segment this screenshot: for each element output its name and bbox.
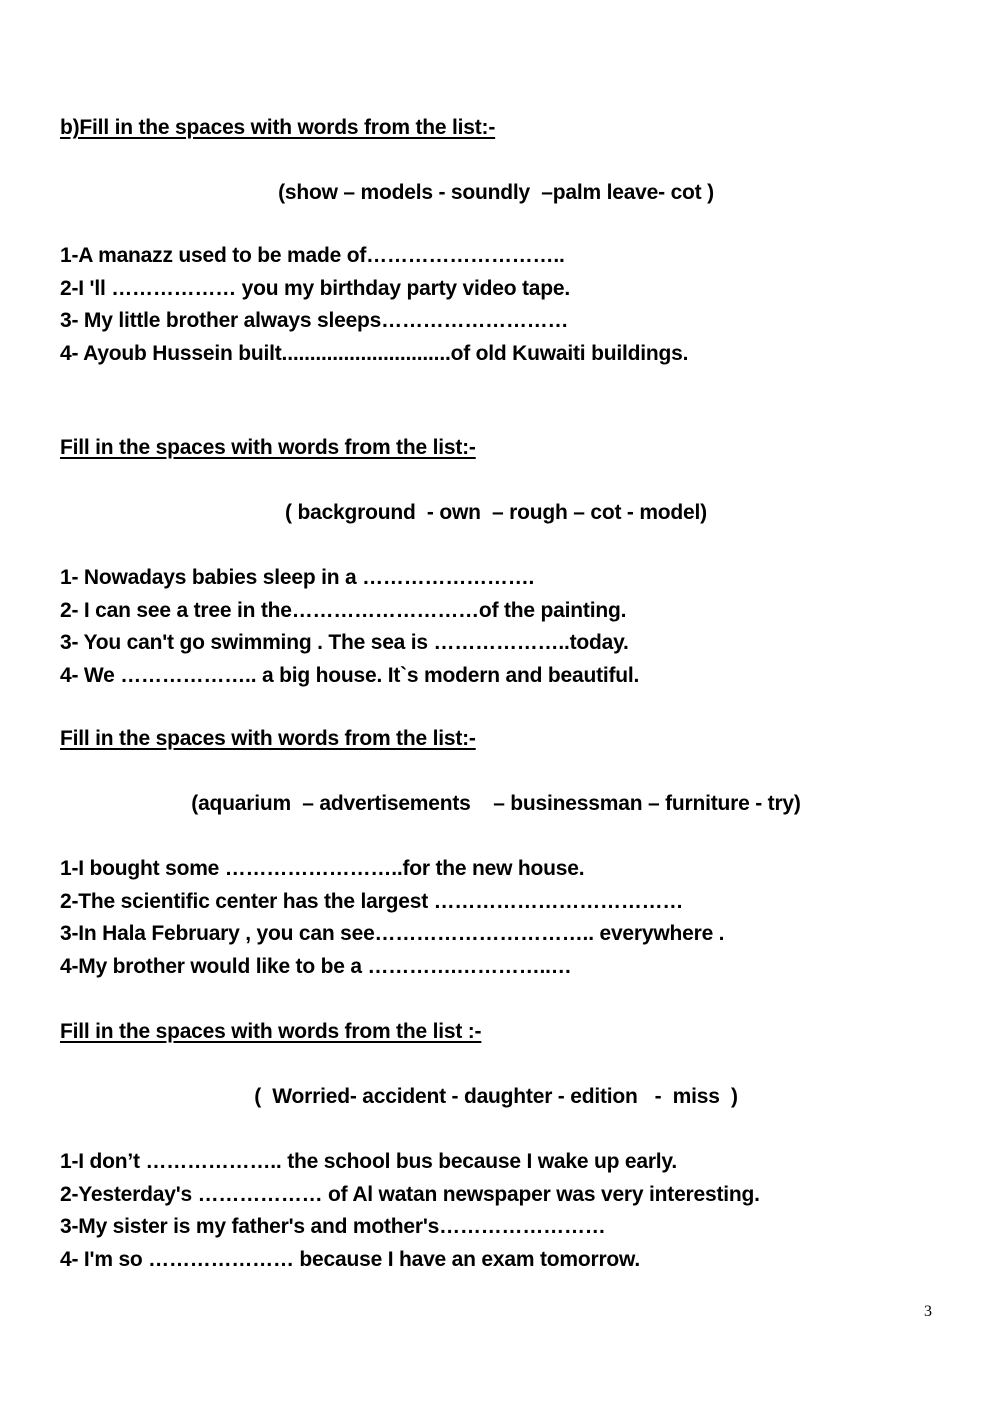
section-2-item-4: 4- We ……………….. a big house. It`s modern and beautiful.	[60, 664, 640, 687]
section-1-heading: b)Fill in the spaces with words from the list:-	[60, 116, 496, 139]
section-1-item-3: 3- My little brother always sleeps………………………	[60, 309, 569, 332]
section-1-word-list: (show – models - soundly –palm leave- cot )	[278, 181, 714, 204]
section-4-item-3: 3-My sister is my father's and mother's……………………	[60, 1215, 606, 1238]
section-2-item-2: 2- I can see a tree in the………………………of the painting.	[60, 599, 627, 622]
section-3-heading: Fill in the spaces with words from the list:-	[60, 727, 476, 750]
section-3-item-3: 3-In Hala February , you can see………………………….. everywhere .	[60, 922, 725, 945]
section-3-item-2: 2-The scientific center has the largest ………………………………	[60, 890, 684, 913]
section-2-word-list: ( background - own – rough – cot - model)	[285, 501, 707, 524]
section-1-item-1: 1-A manazz used to be made of………………………..	[60, 244, 565, 267]
section-4-item-4: 4- I'm so ………………… because I have an exam tomorrow.	[60, 1248, 641, 1271]
section-2-item-3: 3- You can't go swimming . The sea is ………………..today.	[60, 631, 629, 654]
section-4-word-list: ( Worried- accident - daughter - edition - miss )	[254, 1085, 738, 1108]
section-2-heading: Fill in the spaces with words from the list:-	[60, 436, 476, 459]
section-2-item-1: 1- Nowadays babies sleep in a …………………….	[60, 566, 535, 589]
page-number: 3	[924, 1303, 932, 1320]
section-3-word-list: (aquarium – advertisements – businessman – furniture - try)	[191, 792, 801, 815]
section-4-heading: Fill in the spaces with words from the list :-	[60, 1020, 482, 1043]
section-1-item-4: 4- Ayoub Hussein built..............................of old Kuwaiti buildings.	[60, 342, 689, 365]
section-4-item-1: 1-I don’t ……………….. the school bus because I wake up early.	[60, 1150, 677, 1173]
section-3-item-4: 4-My brother would like to be a ………….…………..…	[60, 955, 572, 978]
section-1-item-2: 2-I 'll ……………… you my birthday party video tape.	[60, 277, 570, 300]
section-3-item-1: 1-I bought some ……………………..for the new house.	[60, 857, 585, 880]
section-4-item-2: 2-Yesterday's ……………… of Al watan newspaper was very interesting.	[60, 1183, 760, 1206]
